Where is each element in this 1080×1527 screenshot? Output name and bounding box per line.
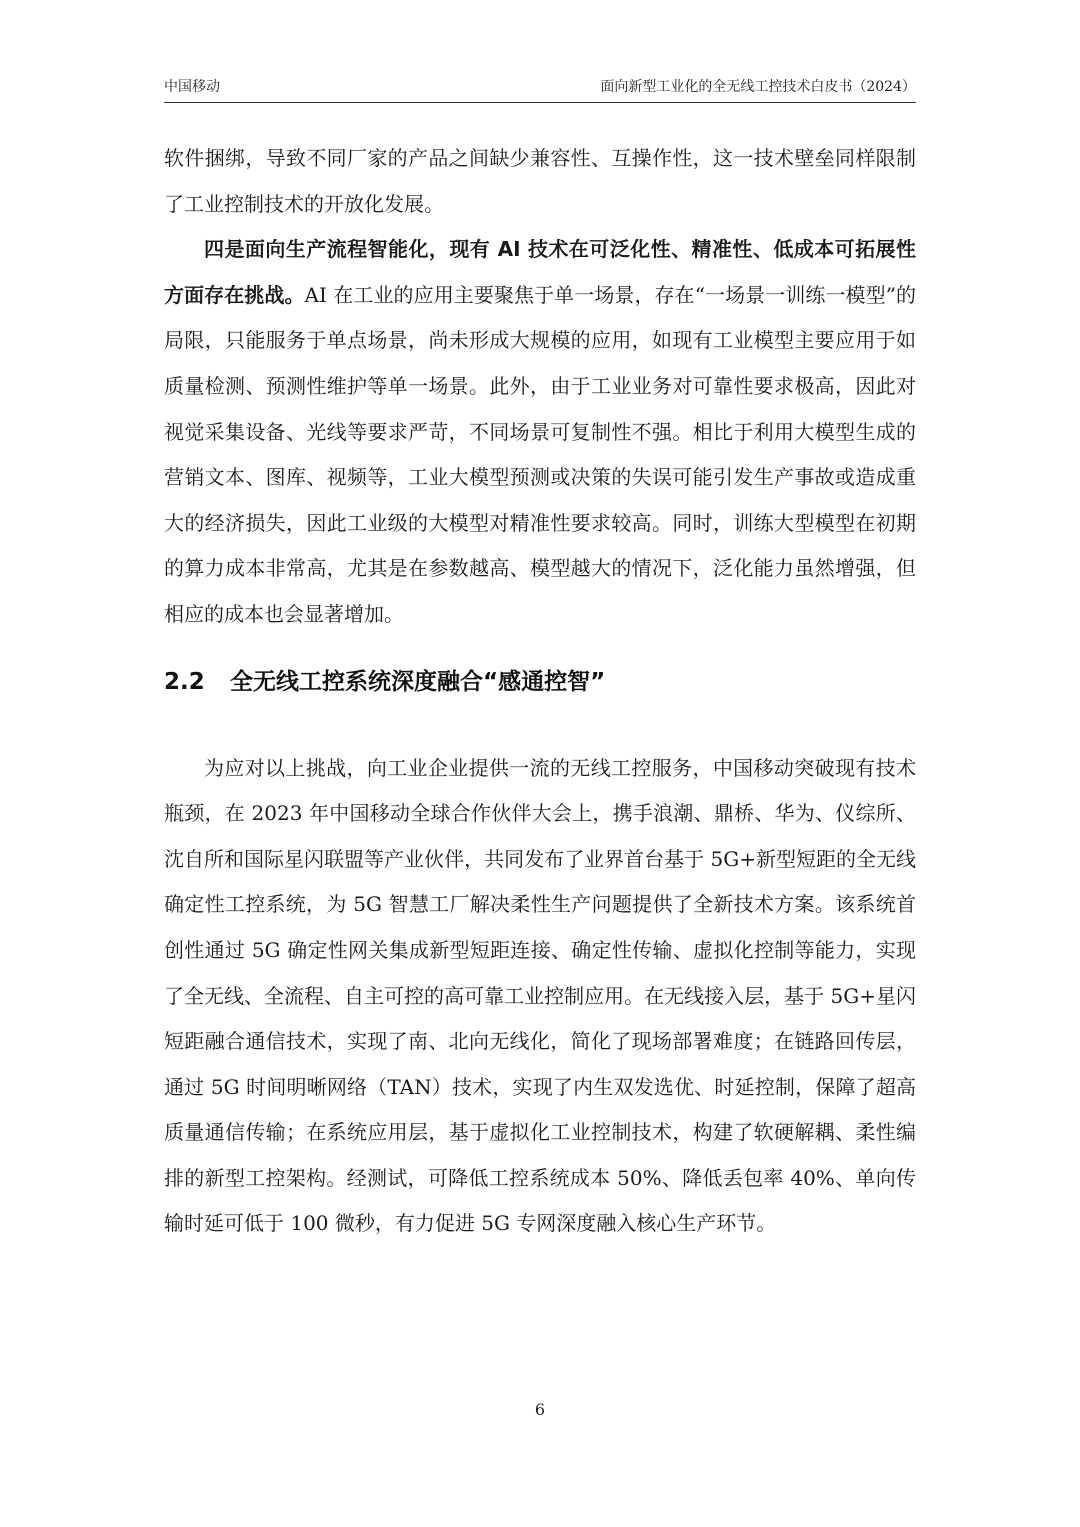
paragraph-continued: 软件捆绑，导致不同厂家的产品之间缺少兼容性、互操作性，这一技术壁垒同样限制了工业控制技术的开放化发展。 [164,146,916,216]
page-body [164,136,916,1247]
paragraph-system-overview: 为应对以上挑战，向工业企业提供一流的无线工控服务，中国移动突破现有技术瓶颈，在 2023 年中国移动全球合作伙伴大会上，携手浪潮、鼎桥、华为、仪综所、沈自所和国际星闪联盟等产业伙伴，共同发布了业界首台基于 5G+新型短距的全无线确定性工控系统，为 5G 智慧工厂解决柔性生产问题提供了全新技术方案。该系统首创性通过 5G 确定性网关集成新型短距连接、确定性传输、虚拟化控制等能力，实现了全无线、全流程、自主可控的高可靠工业控制应用。在无线接入层，基于 5G+星闪短距融合通信技术，实现了南、北向无线化，简化了现场部署难度；在链路回传层，通过 5G 时间明晰网络（TAN）技术，实现了内生双发选优、时延控制，保障了超高质量通信传输；在系统应用层，基于虚拟化工业控制技术，构建了软硬解耦、柔性编排的新型工控架构。经测试，可降低工控系统成本 50%、降低丢包率 40%、单向传输时延可低于 100 微秒，有力促进 5G 专网深度融入核心生产环节。 [164,755,916,1236]
page-number: 6 [534,1400,546,1419]
section-title: 全无线工控系统深度融合“感通控智” [230,668,606,695]
paragraph-challenge-four [164,227,916,637]
section-heading [164,656,916,746]
paragraph-body: AI 在工业的应用主要聚焦于单一场景，存在“一场景一训练一模型”的局限，只能服务于单点场景，尚未形成大规模的应用，如现有工业模型主要应用于如质量检测、预测性维护等单一场景。此外，由于工业业务对可靠性要求极高，因此对视觉采集设备、光线等要求严苛，不同场景可复制性不强。相比于利用大模型生成的营销文本、图库、视频等，工业大模型预测或决策的失误可能引发生产事故或造成重大的经济损失，因此工业级的大模型对精准性要求较高。同时，训练大型模型在初期的算力成本非常高，尤其是在参数越高、模型越大的情况下，泛化能力虽然增强，但相应的成本也会显著增加。 [164,282,917,626]
page-header [164,76,916,103]
paragraph-lead-bold: 四是面向生产流程智能化，现有 AI 技术在可泛化性、精准性、低成本可拓展性方面存在挑战。 [164,237,916,307]
header-org-name: 中国移动 [164,79,220,95]
section-number: 2.2 [164,668,205,695]
header-document-title: 面向新型工业化的全无线工控技术白皮书（2024） [600,79,916,95]
